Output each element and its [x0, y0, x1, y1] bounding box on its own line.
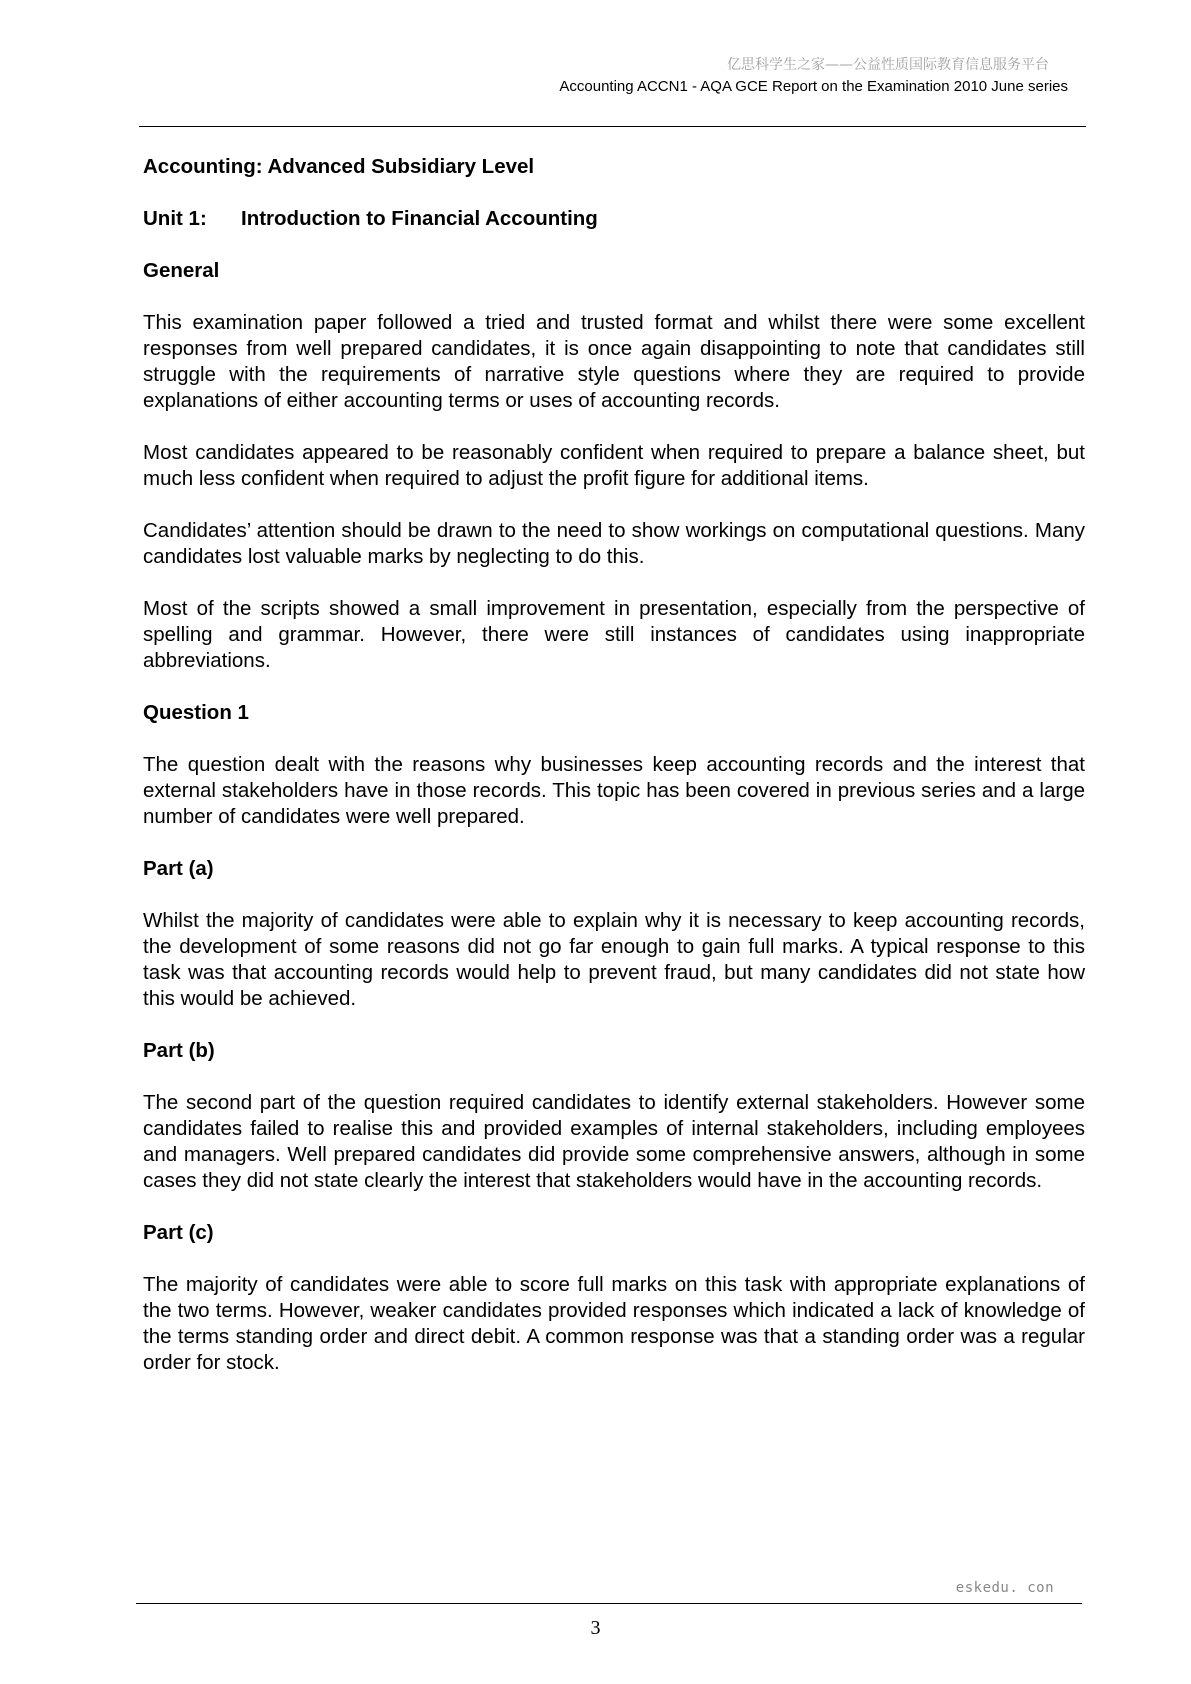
unit-heading	[143, 206, 1085, 232]
paragraph: Whilst the majority of candidates were able to explain why it is necessary to keep accounting records, the development of some reasons did not go far enough to gain full marks. A typical response to this task was that accounting records would help to prevent fraud, but many candidates did not state how this would be achieved.	[143, 909, 1085, 1010]
paragraph: The majority of candidates were able to score full marks on this task with appropriate explanations of the two terms. However, weaker candidates provided responses which indicated a lack of knowledge of the terms standing order and direct debit. A common response was that a standing order was a regular order for stock.	[143, 1273, 1085, 1374]
paragraph: The second part of the question required candidates to identify external stakeholders. However some candidates failed to realise this and provided examples of internal stakeholders, including employees and managers. Well prepared candidates did provide some comprehensive answers, although in some cases they did not state clearly the interest that stakeholders would have in the accounting records.	[143, 1091, 1085, 1192]
section-heading-part-a: Part (a)	[143, 857, 214, 880]
section-heading-general: General	[143, 259, 220, 282]
footer-divider	[136, 1603, 1082, 1604]
page-number: 3	[590, 1617, 601, 1639]
running-header: Accounting ACCN1 - AQA GCE Report on the Examination 2010 June series	[559, 78, 1068, 95]
footer-site-text: eskedu. con	[955, 1580, 1054, 1596]
paragraph: This examination paper followed a tried and trusted format and whilst there were some excellent responses from well prepared candidates, it is once again disappointing to note that candidates still struggle with the requirements of narrative style questions where they are required to provide explanations of either accounting terms or uses of accounting records.	[143, 311, 1085, 412]
section-heading-question-1: Question 1	[143, 701, 249, 724]
paragraph: Candidates’ attention should be drawn to the need to show workings on computational questions. Many candidates lost valuable marks by neglecting to do this.	[143, 519, 1085, 568]
watermark-text: 亿思科学生之家——公益性质国际教育信息服务平台	[727, 57, 1049, 73]
section-heading-part-b: Part (b)	[143, 1039, 215, 1062]
paragraph: The question dealt with the reasons why businesses keep accounting records and the interest that external stakeholders have in those records. This topic has been covered in previous series and a large number of candidates were well prepared.	[143, 753, 1085, 828]
document-body	[143, 154, 1085, 1402]
paragraph: Most of the scripts showed a small improvement in presentation, especially from the perspective of spelling and grammar. However, there were still instances of candidates using inappropriate abbreviations.	[143, 597, 1085, 672]
section-heading-part-c: Part (c)	[143, 1221, 214, 1244]
unit-title: Introduction to Financial Accounting	[241, 207, 598, 230]
header-divider	[139, 126, 1086, 127]
paragraph: Most candidates appeared to be reasonably confident when required to prepare a balance sheet, but much less confident when required to adjust the profit figure for additional items.	[143, 441, 1085, 490]
unit-number: Unit 1:	[143, 207, 207, 230]
document-title: Accounting: Advanced Subsidiary Level	[143, 155, 535, 178]
